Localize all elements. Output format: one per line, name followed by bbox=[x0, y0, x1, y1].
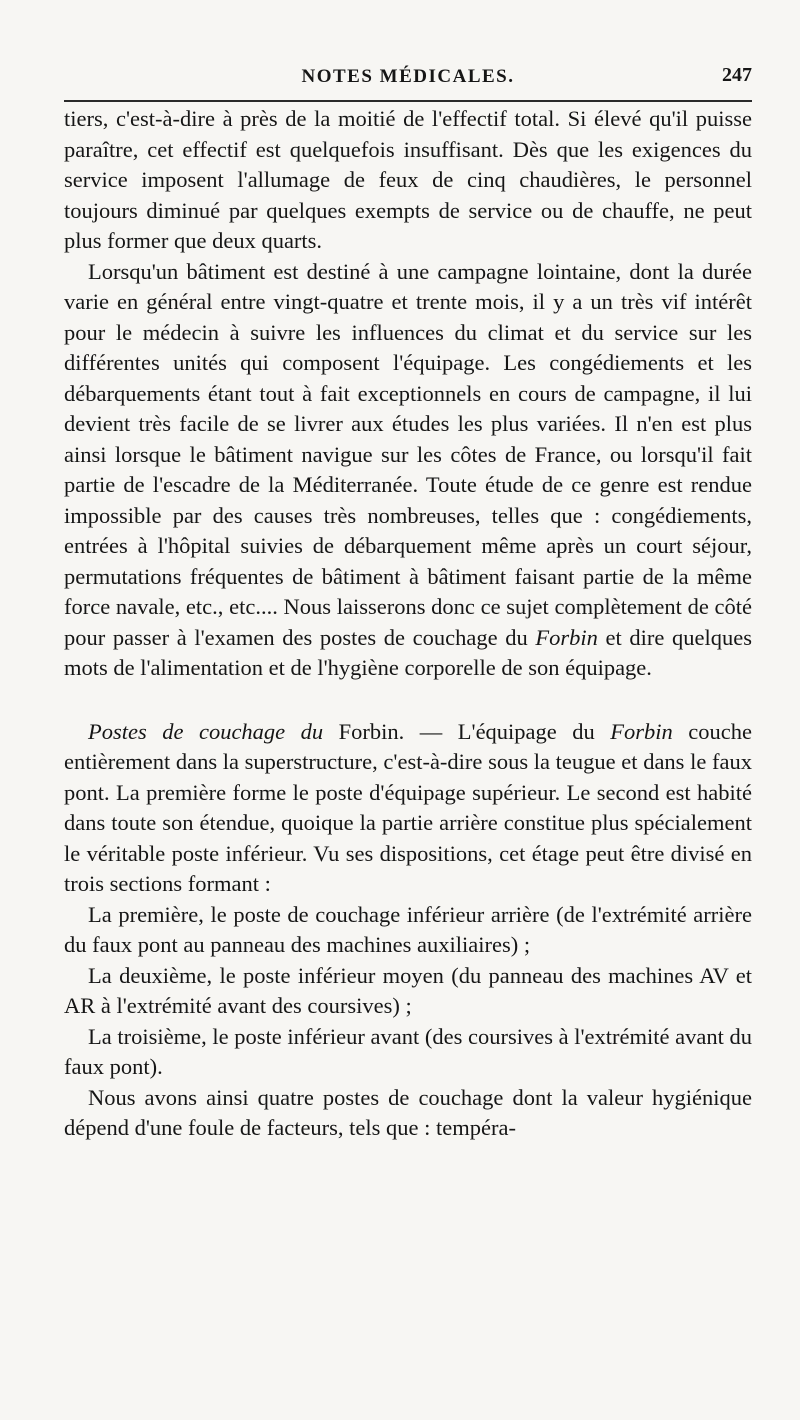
paragraph-postes-couchage bbox=[64, 717, 752, 900]
paragraph-campagne bbox=[64, 257, 752, 684]
paragraph-section-one bbox=[64, 900, 752, 961]
paragraph-text: couche entièrement dans la superstructure, c'est-à-dire sous la teugue et dans le faux pont. La première forme le poste d'équipage supérieur. Le second est habité dans toute son étendue, quoique la partie arrière constitue plus spécialement le véritable poste inférieur. Vu ses dispositions, cet étage peut être divisé en trois sections formant : bbox=[64, 718, 752, 896]
running-title: NOTES MÉDICALES. bbox=[301, 66, 515, 87]
paragraph-text: — L'équipage du bbox=[404, 718, 611, 744]
running-header bbox=[64, 60, 752, 102]
paragraph-section-two bbox=[64, 961, 752, 1022]
paragraph-text: La troisième, le poste inférieur avant (des coursives à l'extrémité avant du faux pont). bbox=[64, 1023, 752, 1079]
paragraph-section-three bbox=[64, 1022, 752, 1083]
paragraph-text: La première, le poste de couchage inférieur arrière (de l'extrémité arrière du faux pont au panneau des machines auxiliaires) ; bbox=[64, 901, 752, 957]
section-heading-ship: Forbin. bbox=[323, 718, 405, 744]
paragraph-text: Nous avons ainsi quatre postes de couchage dont la valeur hygiénique dépend d'une foule de facteurs, tels que : tempéra- bbox=[64, 1084, 752, 1140]
paragraph-text: Lorsqu'un bâtiment est destiné à une campagne lointaine, dont la durée varie en général entre vingt-quatre et trente mois, il y a un très vif intérêt pour le médecin à suivre les influences du climat et du service sur les différentes unités qui composent l'équipage. Les congédiements et les débarquements étant tout à fait exceptionnels en cours de campagne, il lui devient très facile de se livrer aux études les plus variées. Il n'en est plus ainsi lorsque le bâtiment navigue sur les côtes de France, ou lorsqu'il fait partie de l'escadre de la Méditerranée. Toute étude de ce genre est rendue impossible par des causes très nombreuses, telles que : congédiements, entrées à l'hôpital suivies de débarquement même après un court séjour, permutations fréquentes de bâtiment à bâtiment faisant partie de la même force navale, etc., etc.... Nous laisserons donc ce sujet complètement de côté pour passer à l'examen des postes de couchage du bbox=[64, 258, 752, 650]
paragraph-four-postes bbox=[64, 1083, 752, 1144]
body-text bbox=[64, 104, 752, 1144]
paragraph-text: tiers, c'est-à-dire à près de la moitié de l'effectif total. Si élevé qu'il puisse paraître, cet effectif est quelquefois insuffisant. Dès que les exigences du service imposent l'allumage de feux de cinq chaudières, le personnel toujours diminué par quelques exempts de service ou de chauffe, ne peut plus former que deux quarts. bbox=[64, 106, 752, 253]
paragraph-continuation bbox=[64, 104, 752, 257]
ship-name: Forbin bbox=[535, 624, 598, 650]
ship-name: Forbin bbox=[610, 718, 673, 744]
paragraph-text: et dire quelques mots de l'alimentation et de l'hygiène corporelle de son équipage. bbox=[64, 624, 752, 680]
section-heading: Postes de couchage du bbox=[88, 718, 324, 744]
page-number: 247 bbox=[722, 64, 752, 86]
paragraph-text: La deuxième, le poste inférieur moyen (du panneau des machines AV et AR à l'extrémité avant des coursives) ; bbox=[64, 962, 752, 1018]
